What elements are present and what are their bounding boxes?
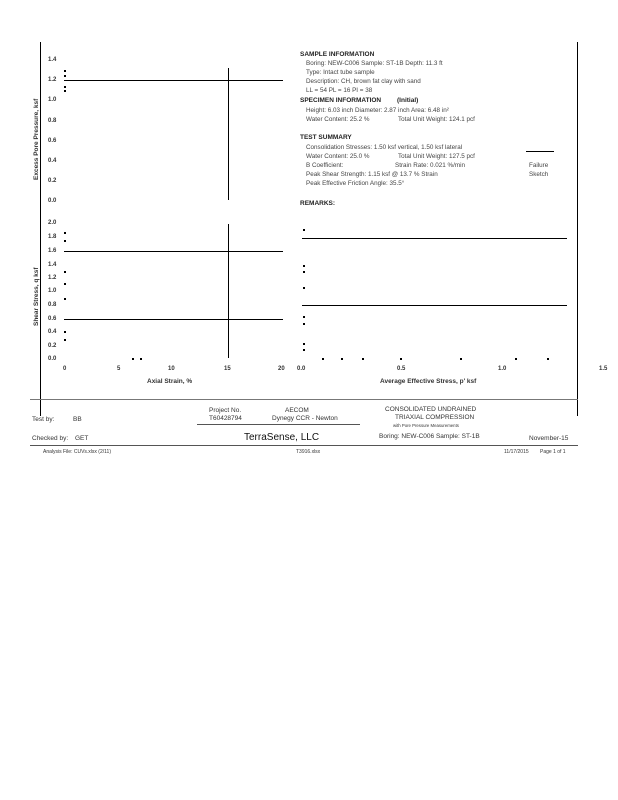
bottom-tick-6: 1.0 bbox=[48, 288, 57, 294]
test-peak-shear: Peak Shear Strength: 1.15 ksf @ 13.7 % Strain bbox=[306, 171, 438, 178]
bl-mark-2 bbox=[64, 240, 66, 242]
bl-mark-8 bbox=[132, 358, 134, 360]
bottom-tick-9: 0.4 bbox=[48, 329, 57, 335]
test-summary-heading: TEST SUMMARY bbox=[300, 134, 352, 141]
tested-by-label: Test by: bbox=[32, 416, 55, 423]
br-mark-11 bbox=[362, 358, 364, 360]
specimen-info-heading: SPECIMEN INFORMATION bbox=[300, 97, 382, 104]
top-tick-1: 1.4 bbox=[48, 57, 57, 63]
br-mark-12 bbox=[400, 358, 402, 360]
bottom-tick-11: 0.0 bbox=[48, 356, 57, 362]
bl-xtick-5: 20 bbox=[278, 366, 285, 372]
test-title-2: TRIAXIAL COMPRESSION bbox=[395, 414, 475, 421]
bottom-tick-8: 0.6 bbox=[48, 316, 57, 322]
br-mark-10 bbox=[341, 358, 343, 360]
br-mark-3 bbox=[303, 271, 305, 273]
tested-by-value: BB bbox=[73, 416, 82, 423]
analysis-file: Analysis File: CUVs.xlsx (2/11) bbox=[43, 449, 111, 455]
bl-mark-9 bbox=[140, 358, 142, 360]
sample-type: Type: Intact tube sample bbox=[306, 69, 375, 76]
top-mark-1 bbox=[64, 70, 66, 72]
center-file: T3916.xlsx bbox=[296, 449, 321, 455]
br-mark-14 bbox=[515, 358, 517, 360]
footer-bottom-rule bbox=[30, 445, 578, 446]
test-b-coefficient: B Coefficient: bbox=[306, 162, 344, 169]
project-no-label: Project No. bbox=[209, 407, 242, 414]
bl-mark-4 bbox=[64, 283, 66, 285]
top-chart-vline bbox=[228, 68, 229, 200]
specimen-unit-weight: Total Unit Weight: 124.1 pcf bbox=[398, 116, 475, 123]
sample-boring: Boring: NEW-C006 Sample: ST-1B Depth: 11.3 ft bbox=[306, 60, 443, 67]
footer-top-rule bbox=[30, 399, 578, 400]
br-mark-13 bbox=[460, 358, 462, 360]
sample-limits: LL = 54 PL = 16 PI = 38 bbox=[306, 87, 373, 94]
br-mark-8 bbox=[303, 349, 305, 351]
bottom-tick-3: 1.6 bbox=[48, 248, 57, 254]
bottom-left-hline-top bbox=[64, 251, 283, 252]
top-tick-8: 0.0 bbox=[48, 198, 57, 204]
bottom-tick-7: 0.8 bbox=[48, 302, 57, 308]
top-chart-ylabel: Excess Pore Pressure, ksf bbox=[33, 98, 40, 180]
br-mark-5 bbox=[303, 316, 305, 318]
br-xtick-3: 1.0 bbox=[498, 366, 507, 372]
top-tick-2: 1.2 bbox=[48, 77, 57, 83]
bottom-tick-1: 2.0 bbox=[48, 220, 57, 226]
br-mark-7 bbox=[303, 343, 305, 345]
top-tick-3: 1.0 bbox=[48, 97, 57, 103]
footer-date: November-15 bbox=[529, 435, 569, 442]
br-mark-15 bbox=[547, 358, 549, 360]
br-xtick-1: 0.0 bbox=[297, 366, 306, 372]
test-title-3: with Pore Pressure Measurements bbox=[393, 423, 459, 428]
specimen-size: Height: 6.03 inch Diameter: 2.87 inch Area: 6.48 in² bbox=[306, 107, 449, 114]
br-xtick-4: 1.5 bbox=[599, 366, 608, 372]
bl-mark-1 bbox=[64, 232, 66, 234]
test-water-content: Water Content: 25.0 % bbox=[306, 153, 370, 160]
failure-sketch-line bbox=[526, 151, 554, 152]
bottom-tick-4: 1.4 bbox=[48, 262, 57, 268]
top-mark-4 bbox=[64, 90, 66, 92]
bottom-tick-10: 0.2 bbox=[48, 343, 57, 349]
bl-xlabel: Axial Strain, % bbox=[147, 378, 193, 385]
bottom-right-hline-top bbox=[302, 238, 567, 239]
test-title-1: CONSOLIDATED UNDRAINED bbox=[385, 406, 477, 413]
bottom-tick-5: 1.2 bbox=[48, 275, 57, 281]
br-xlabel: Average Effective Stress, p' ksf bbox=[380, 378, 477, 385]
page-number: Page 1 of 1 bbox=[540, 449, 566, 455]
bottom-right-hline-bottom bbox=[302, 305, 567, 306]
bottom-left-hline-bottom bbox=[64, 319, 283, 320]
br-mark-1 bbox=[303, 229, 305, 231]
top-tick-5: 0.6 bbox=[48, 138, 57, 144]
test-unit-weight: Total Unit Weight: 127.5 pcf bbox=[398, 153, 475, 160]
bl-mark-7 bbox=[64, 339, 66, 341]
br-mark-6 bbox=[303, 323, 305, 325]
top-chart-hline bbox=[64, 80, 283, 81]
checked-by-value: GET bbox=[75, 435, 89, 442]
sample-description: Description: CH, brown fat clay with sand bbox=[306, 78, 421, 85]
br-mark-2 bbox=[303, 265, 305, 267]
bl-xtick-1: 0 bbox=[63, 366, 67, 372]
project-no-value: T60428794 bbox=[209, 415, 242, 422]
top-tick-7: 0.2 bbox=[48, 178, 57, 184]
project-name: Dynegy CCR - Newton bbox=[272, 415, 338, 422]
bl-mark-3 bbox=[64, 271, 66, 273]
print-date: 11/17/2015 bbox=[504, 449, 529, 455]
company-name: TerraSense, LLC bbox=[244, 432, 320, 443]
specimen-water-content: Water Content: 25.2 % bbox=[306, 116, 370, 123]
test-consolidation: Consolidation Stresses: 1.50 ksf vertical, 1.50 ksf lateral bbox=[306, 144, 463, 151]
bottom-left-vline bbox=[228, 224, 229, 358]
bl-xtick-2: 5 bbox=[117, 366, 121, 372]
bottom-chart-ylabel: Shear Stress, q ksf bbox=[33, 267, 40, 326]
checked-by-label: Checked by: bbox=[32, 435, 69, 442]
sample-info-heading: SAMPLE INFORMATION bbox=[300, 51, 375, 58]
top-tick-6: 0.4 bbox=[48, 158, 57, 164]
test-strain-rate: Strain Rate: 0.021 %/min bbox=[395, 162, 466, 169]
bl-mark-5 bbox=[64, 298, 66, 300]
specimen-info-note: (Initial) bbox=[397, 97, 419, 104]
bl-mark-6 bbox=[64, 331, 66, 333]
failure-label: Failure bbox=[529, 162, 549, 169]
sketch-label: Sketch bbox=[529, 171, 549, 178]
remarks-heading: REMARKS: bbox=[300, 200, 336, 207]
br-mark-4 bbox=[303, 287, 305, 289]
top-tick-4: 0.8 bbox=[48, 118, 57, 124]
top-mark-2 bbox=[64, 75, 66, 77]
bottom-tick-2: 1.8 bbox=[48, 234, 57, 240]
bl-xtick-4: 15 bbox=[224, 366, 231, 372]
bl-xtick-3: 10 bbox=[168, 366, 175, 372]
br-mark-9 bbox=[322, 358, 324, 360]
top-mark-3 bbox=[64, 86, 66, 88]
boring-sample: Boring: NEW-C006 Sample: ST-1B bbox=[379, 433, 480, 440]
br-xtick-2: 0.5 bbox=[397, 366, 406, 372]
project-no-underline bbox=[197, 424, 360, 425]
page-border-right bbox=[577, 42, 578, 416]
test-peak-friction: Peak Effective Friction Angle: 35.5° bbox=[306, 180, 405, 187]
client-name: AECOM bbox=[285, 407, 309, 414]
